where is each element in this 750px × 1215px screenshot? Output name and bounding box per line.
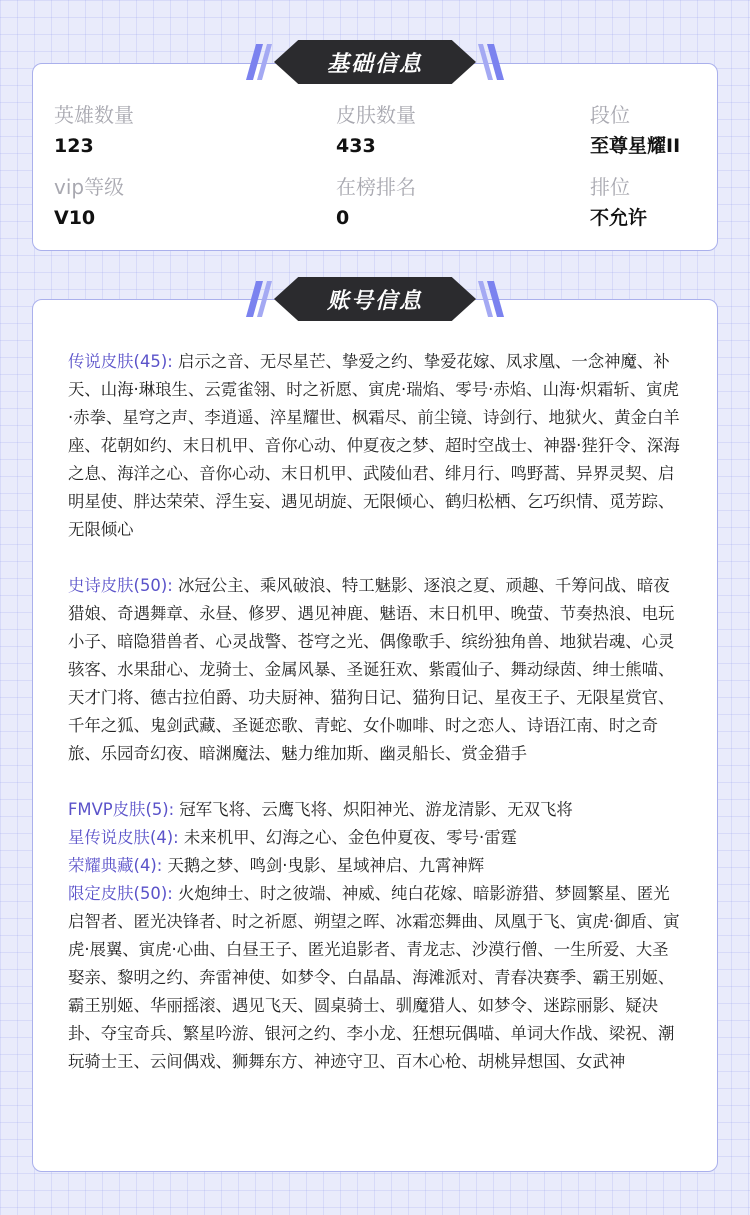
stripes-right-icon — [478, 44, 504, 80]
stat-label: vip等级 — [54, 175, 125, 199]
stat-vip-level — [54, 174, 274, 230]
stat-value: 0 — [336, 207, 350, 229]
skin-category-label: FMVP皮肤(5): — [68, 800, 175, 819]
stat-label: 段位 — [590, 103, 630, 127]
skin-group-epic — [68, 572, 680, 768]
stat-label: 皮肤数量 — [336, 103, 416, 127]
skin-group-legend — [68, 348, 680, 544]
stat-value: 123 — [54, 135, 94, 157]
stat-hero-count — [54, 102, 274, 158]
basic-info-banner — [0, 36, 750, 88]
skin-list — [68, 348, 680, 1076]
skin-items: 冠军飞将、云鹰飞将、炽阳神光、游龙清影、无双飞将 — [179, 800, 573, 819]
skin-group-fmvp — [68, 796, 680, 824]
skin-group-star-legend — [68, 824, 680, 852]
stat-label: 英雄数量 — [54, 103, 134, 127]
stripes-left-icon — [246, 281, 272, 317]
stripes-left-icon — [246, 44, 272, 80]
stat-value: 至尊星耀II — [590, 135, 681, 157]
skin-category-label: 荣耀典藏(4): — [68, 856, 163, 875]
stat-value: 不允许 — [590, 207, 648, 229]
skin-items: 火炮绅士、时之彼端、神威、纯白花嫁、暗影游猎、梦圆繁星、匿光启智者、匿光决锋者、时之祈愿、朔望之晖、冰霜恋舞曲、凤凰于飞、寅虎·御盾、寅虎·展翼、寅虎·心曲、白昼王子、匿光追影者、青龙志、沙漠行僧、一生所爱、大圣娶亲、黎明之约、奔雷神使、如梦令、白晶晶、海滩派对、青春决赛季、霸王别姬、霸王别姬、华丽摇滚、遇见飞天、圆桌骑士、驯魔猎人、如梦令、迷踪丽影、疑决卦、夺宝奇兵、繁星吟游、银河之约、李小龙、狂想玩偶喵、单词大作战、梁祝、潮玩骑士王、云间偶戏、狮舞东方、神迹守卫、百木心枪、胡桃异想国、女武神 — [68, 884, 680, 1071]
stat-skin-count — [336, 102, 556, 158]
stripes-right-icon — [478, 281, 504, 317]
skin-category-label: 史诗皮肤(50): — [68, 576, 173, 595]
skin-group-glory-collection — [68, 852, 680, 880]
skin-group-limited — [68, 880, 680, 1076]
stat-label: 排位 — [590, 175, 630, 199]
skin-category-label: 传说皮肤(45): — [68, 352, 173, 371]
stat-label: 在榜排名 — [336, 175, 416, 199]
skin-items: 天鹅之梦、鸣剑·曳影、星域神启、九霄神辉 — [167, 856, 485, 875]
stat-ranked-allowed — [590, 174, 730, 230]
skin-items: 未来机甲、幻海之心、金色仲夏夜、零号·雷霆 — [183, 828, 517, 847]
basic-info-title: 基础信息 — [326, 51, 423, 77]
skin-items: 启示之音、无尽星芒、挚爱之约、挚爱花嫁、凤求凰、一念神魔、补天、山海·琳琅生、云霓雀翎、时之祈愿、寅虎·瑞焰、零号·赤焰、山海·炽霜斩、寅虎·赤拳、星穹之声、李逍遥、淬星耀世、枫霜尽、前尘镜、诗剑行、地狱火、黄金白羊座、花朝如约、末日机甲、音你心动、仲夏夜之梦、超时空战士、神器·狴犴令、深海之息、海洋之心、音你心动、末日机甲、武陵仙君、绯月行、鸣野蒿、异界灵契、启明星使、胖达荣荣、浮生妄、遇见胡旋、无限倾心、鹤归松栖、乞巧织情、觅芳踪、无限倾心 — [68, 352, 680, 539]
stat-value: 433 — [336, 135, 376, 157]
skin-items: 冰冠公主、乘风破浪、特工魅影、逐浪之夏、顽趣、千筹问战、暗夜猎娘、奇遇舞章、永昼、修罗、遇见神鹿、魅语、末日机甲、晚萤、节奏热浪、电玩小子、暗隐猎兽者、心灵战警、苍穹之光、偶像歌手、缤纷独角兽、地狱岩魂、心灵骇客、水果甜心、龙骑士、金属风暴、圣诞狂欢、紫霞仙子、舞动绿茵、绅士熊喵、天才门将、德古拉伯爵、功夫厨神、猫狗日记、猫狗日记、星夜王子、无限星赏官、千年之狐、鬼剑武藏、圣诞恋歌、青蛇、女仆咖啡、时之恋人、诗语江南、时之奇旅、乐园奇幻夜、暗渊魔法、魅力维加斯、幽灵船长、赏金猎手 — [68, 576, 675, 763]
stat-leaderboard-rank — [336, 174, 556, 230]
stat-rank-tier — [590, 102, 730, 158]
skin-category-label: 限定皮肤(50): — [68, 884, 173, 903]
stat-value: V10 — [54, 207, 96, 229]
account-info-banner — [0, 273, 750, 325]
skin-category-label: 星传说皮肤(4): — [68, 828, 179, 847]
account-info-title: 账号信息 — [326, 288, 423, 314]
